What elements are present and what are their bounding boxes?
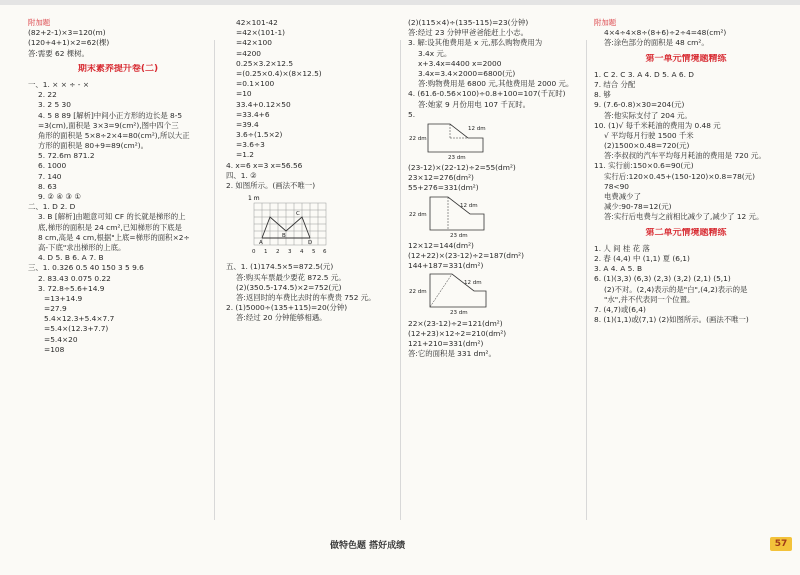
dimension-label: 22 dm [409, 289, 427, 296]
answer-line: 三、1. 0.326 0.5 40 150 3 5 9.6 [28, 263, 144, 273]
dimension-label: 12 dm [460, 202, 478, 209]
answer-line: 高-下底"求出梯形的上底。 [38, 242, 126, 252]
answer-line: 5.4×12.3+5.4×7.7 [44, 314, 115, 324]
answer-line: (12+23)×12÷2=210(dm²) [408, 328, 507, 338]
page-number: 57 [770, 537, 792, 551]
answer-line: 一、1. × × ÷ - × [28, 79, 90, 89]
answer-line: 8. 63 [38, 181, 57, 191]
answer-line: =3(cm),面积是 3×3=9(cm²),图中四个三 [38, 120, 179, 130]
answer-line: =10 [236, 89, 252, 99]
answer-line: 减少:90-78=12(元) [604, 202, 672, 212]
answer-line: 23×12=276(dm²) [408, 173, 474, 183]
answer-line: =13+14.9 [44, 293, 83, 303]
dimension-label: 12 dm [468, 125, 486, 132]
answer-line: 2. 如图所示。(画法不唯一) [226, 181, 316, 190]
answer-line: (120+4+1)×2=62(棵) [28, 38, 110, 48]
column-divider [586, 40, 587, 520]
area-figure-3 [408, 271, 518, 315]
answer-line: =33.4+6 [236, 109, 270, 119]
answer-line: 10. (1)√ 每千米耗油的费用为 0.48 元 [594, 120, 721, 130]
point-label-d: D [308, 240, 313, 247]
answer-line: 4. (61.6-0.56×100)÷0.8+100=107(千瓦时) [408, 89, 566, 99]
answer-line: 答:返回时的车费比去时的车费贵 752 元。 [236, 292, 376, 302]
answer-line: =1.2 [236, 150, 254, 160]
dimension-label: 22 dm [409, 211, 427, 218]
tick-label: 6 [323, 249, 327, 256]
grid-unit-label: 1 m [248, 195, 260, 203]
answer-line: 答:经过 23 分钟甲爸爸能赶上小志。 [408, 28, 529, 38]
answer-line: 2. 22 [38, 90, 57, 100]
answer-line: 1. C 2. C 3. A 4. D 5. A 6. D [594, 69, 694, 79]
answer-column-3 [408, 18, 588, 359]
answer-column-2 [226, 18, 392, 324]
answer-line: 3.4x=3.4×2000=6800(元) [418, 68, 516, 78]
answer-line: 3.6÷(1.5×2) [236, 130, 283, 140]
answer-line: 7. 结合 分配 [594, 79, 636, 89]
bonus-header: 附加题 [28, 18, 51, 27]
answer-line: 4. x=6 x=3 x=56.56 [226, 160, 303, 170]
answer-line: 5. 72.6m 871.2 [38, 151, 95, 161]
answer-line: 144+187=331(dm²) [408, 261, 484, 271]
answer-line: =39.4 [236, 119, 259, 129]
answer-line: "水",并不代表同一个位置。 [604, 294, 695, 304]
answer-line: 8. (1)(1,1)或(7,1) (2)如图所示。(画法不唯一) [594, 315, 749, 325]
answer-line: (2)1500×0.48=720(元) [604, 141, 690, 151]
answer-line: 底,梯形的面积是 24 cm²,已知梯形的下底是 [38, 222, 182, 232]
answer-line: 答:经过 20 分钟能够相遇。 [236, 313, 327, 323]
answer-line: 9. (7.6-0.8)×30=204(元) [594, 100, 685, 110]
answer-line: 3. 72.8÷5.6+14.9 [38, 283, 105, 293]
answer-line: 实行后:120×0.45+(150-120)×0.8=78(元) [604, 171, 755, 181]
section-title: 第一单元情境题精练 [645, 54, 727, 65]
point-label-a: A [259, 240, 263, 247]
answer-line: 33.4+0.12×50 [236, 99, 291, 109]
answer-line: 答:它的面积是 331 dm²。 [408, 349, 496, 359]
answer-line: 8. 够 [594, 90, 611, 100]
answer-line: 9. ② ④ ③ ① [38, 192, 81, 201]
answer-line: 2. (1)5000÷(135+115)=20(分钟) [226, 303, 348, 313]
column-divider [400, 40, 401, 520]
answer-line: 4. D 5. B 6. A 7. B [38, 253, 104, 263]
answer-line: 二、1. D 2. D [28, 202, 76, 212]
answer-line: 答:购物费用是 6800 元,其他费用是 2000 元。 [418, 79, 574, 89]
dimension-label: 22 dm [409, 135, 427, 142]
top-edge [0, 0, 800, 5]
answer-line: 4×4÷4×8÷(8+6)÷2÷4=48(cm²) [604, 28, 727, 38]
section-title: 期末素养提升卷(二) [77, 64, 159, 75]
area-figure-2 [408, 194, 518, 238]
answer-line: (2)(350.5-174.5)×2=752(元) [236, 282, 342, 292]
answer-line: =0.1×100 [236, 79, 275, 89]
answer-line: (2)不对。(2,4)表示的是"白",(4,2)表示的是 [604, 284, 748, 294]
answer-line: 3.4x 元。 [418, 48, 452, 58]
answer-line: 6. 1000 [38, 161, 67, 171]
column-divider [214, 40, 215, 520]
answer-line: 四、1. ② [226, 170, 257, 180]
answer-line: 答:购买车票最少要花 872.5 元。 [236, 272, 346, 282]
answer-line: 2. 春 (4,4) 中 (1,1) 夏 (6,1) [594, 253, 690, 263]
answer-column-1 [28, 18, 208, 355]
answer-line: x+3.4x=4400 x=2000 [418, 58, 502, 68]
bonus-header: 附加题 [594, 18, 617, 27]
answer-line: =108 [44, 344, 65, 354]
answer-line: 答:他实际支付了 204 元。 [604, 110, 692, 120]
answer-line: (82+2-1)×3=120(m) [28, 28, 106, 38]
answer-line: 电费减少了 [604, 192, 641, 201]
area-figure-1 [408, 120, 518, 160]
answer-line: 2. 83.43 0.075 0.22 [38, 273, 111, 283]
answer-line: 7. 140 [38, 171, 62, 181]
answer-line: 0.25×3.2×12.5 [236, 58, 294, 68]
answer-line: 角形的面积是 5×8÷2×4=80(cm²),所以大正 [38, 130, 190, 140]
section-title: 第二单元情境题精练 [645, 228, 727, 239]
answer-line: 答:李叔叔的汽车平均每月耗油的费用是 720 元。 [604, 151, 766, 161]
answer-line: √ 平均每月行驶 1500 千米 [604, 130, 694, 140]
answer-line: 3. 解:设其他费用是 x 元,那么购物费用为 [408, 38, 543, 48]
grid-figure [226, 193, 392, 258]
answer-line: 6. (1)(3,3) (6,3) (2,3) (3,2) (2,1) (5,1) [594, 274, 731, 284]
answer-line: 8 cm,高是 4 cm,根据"上底=梯形的面积×2÷ [38, 232, 190, 242]
point-label-b: B [282, 233, 286, 240]
answer-line: 3. B [解析]由题意可知 CF 的长就是梯形的上 [38, 212, 186, 222]
answer-line: =27.9 [44, 304, 67, 314]
tick-label: 5 [312, 249, 316, 256]
tick-label: 4 [300, 249, 304, 256]
answer-line: 答:她家 9 月份用电 107 千瓦时。 [418, 99, 530, 109]
answer-line: 22×(23-12)÷2=121(dm²) [408, 318, 503, 328]
answer-line: 答:实行后电费与之前相比减少了,减少了 12 元。 [604, 212, 764, 222]
answer-line: (23-12)×(22-12)÷2=55(dm²) [408, 163, 516, 173]
tick-label: 3 [288, 249, 292, 256]
page-footer: 做特色题 搭好成绩 [330, 541, 406, 551]
dimension-label: 12 dm [464, 280, 482, 287]
answer-line: =3.6÷3 [236, 140, 265, 150]
answer-line: 3. A 4. A 5. B [594, 264, 643, 274]
answer-line: 3. 2 5 30 [38, 100, 71, 110]
answer-line: 12×12=144(dm²) [408, 240, 474, 250]
tick-label: 1 [264, 249, 268, 256]
answer-line: 1. 人 间 桂 花 落 [594, 243, 650, 253]
tick-label: 2 [276, 249, 280, 256]
answer-line: 42×101-42 [236, 18, 278, 27]
answer-line: =4200 [236, 48, 262, 58]
answer-line: 五、1. (1)174.5×5=872.5(元) [226, 262, 334, 272]
answer-line: =(0.25×0.4)×(8×12.5) [236, 68, 322, 78]
tick-label: 0 [252, 249, 256, 256]
answer-column-4 [594, 18, 778, 325]
coordinate-grid [226, 193, 336, 255]
answer-line: 55+276=331(dm²) [408, 183, 479, 193]
answer-line: 答:需要 62 棵树。 [28, 48, 89, 58]
answer-line: =5.4×20 [44, 334, 78, 344]
answer-line: 7. (4,7)或(6,4) [594, 304, 646, 314]
answer-line: =5.4×(12.3+7.7) [44, 324, 109, 334]
dimension-label: 23 dm [450, 232, 468, 238]
answer-line: (12+22)×(23-12)÷2=187(dm²) [408, 251, 525, 261]
dimension-label: 23 dm [450, 310, 468, 316]
answer-line: =42×100 [236, 38, 272, 48]
point-label-c: C [296, 211, 300, 218]
answer-line: 4. 5 8 89 [解析]中间小正方形的边长是 8-5 [38, 110, 183, 120]
answer-line: 5. [408, 109, 416, 119]
answer-line: (2)(115×4)÷(135-115)=23(分钟) [408, 18, 529, 27]
dimension-label: 23 dm [448, 154, 466, 160]
answer-line: 121+210=331(dm²) [408, 338, 484, 348]
answer-line: 11. 实行前:150×0.6=90(元) [594, 161, 694, 171]
answer-line: 答:涂色部分的面积是 48 cm²。 [604, 38, 709, 48]
answer-line: =42×(101-1) [236, 28, 286, 38]
answer-line: 方形的面积是 80+9=89(cm²)。 [38, 141, 148, 151]
answer-line: 78<90 [604, 181, 630, 191]
